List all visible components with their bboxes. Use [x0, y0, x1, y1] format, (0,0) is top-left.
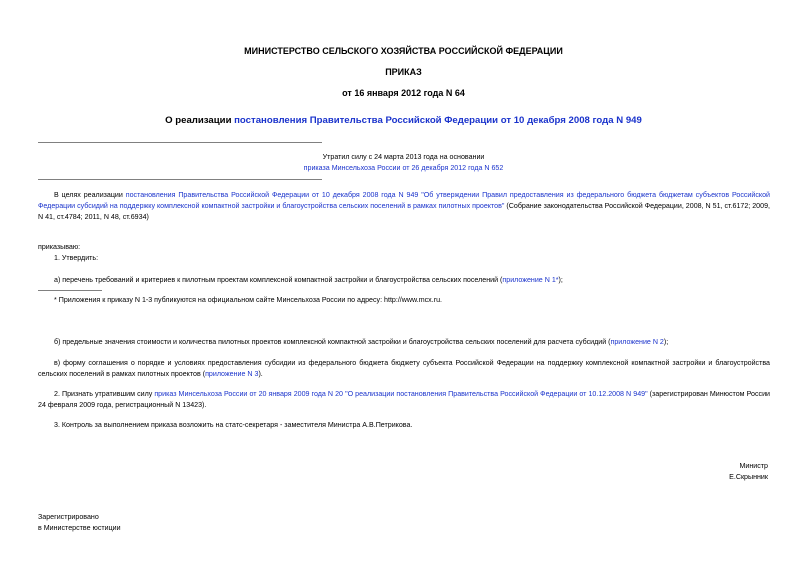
item-3: 3. Контроль за выполнением приказа возложить на статс-секретаря - заместителя Министра А.В.Петрикова. — [54, 421, 413, 429]
status-note-line: Утратил силу с 24 марта 2013 года на основании — [322, 153, 485, 161]
item-1: 1. Утвердить: — [54, 254, 99, 262]
preamble-start: В целях реализации — [54, 191, 126, 199]
item-1b-text: б) предельные значения стоимости и количества пилотных проектов комплексной компактной застройки и благоустройства сельских поселений для расчета субсидий ( — [54, 338, 611, 346]
footnote-divider — [38, 290, 102, 291]
signature-block — [729, 461, 768, 483]
title-resolution-link[interactable]: постановления Правительства Российской Федерации от 10 декабря 2008 года N 949 — [234, 115, 642, 126]
document-title — [0, 115, 807, 127]
registration-block — [38, 512, 121, 534]
order-word: приказываю: — [38, 243, 81, 251]
registration-line-1: Зарегистрировано — [38, 513, 99, 521]
status-note-link[interactable]: приказа Минсельхоза России от 26 декабря 2012 года N 652 — [303, 164, 504, 172]
item-1a-text: а) перечень требований и критериев к пилотным проектам комплексной компактной застройки и благоустройства сельских поселений ( — [54, 276, 503, 284]
appendix-3-link[interactable]: приложение N 3 — [205, 370, 259, 378]
divider-bottom — [38, 179, 322, 180]
signature-name: Е.Скрынник — [729, 473, 768, 481]
item-2 — [38, 389, 770, 411]
date-number-heading: от 16 января 2012 года N 64 — [342, 88, 465, 98]
preamble-resolution-link[interactable]: постановления Правительства Российской Федерации от 10 декабря 2008 года N 949 "Об утверждении Правил предоставления из федерального бюджета бюджетам субъектов Российской Федерации субсидий на поддержку комплексной компактной застройки и благоустройства сельских поселений в рамках пилотных проектов" — [38, 191, 770, 210]
item-1c-text: в) форму соглашения о порядке и условиях предоставления субсидии из федерального бюджета бюджету субъекта Российской Федерации на поддержку комплексной компактной застройки и благоустройства сельских поселений в рамках пилотных проектов ( — [38, 359, 770, 378]
title-prefix: О реализации — [165, 115, 235, 126]
item-2-end: (зарегистрирован Минюстом России 24 февраля 2009 года, регистрационный N 13423). — [38, 390, 770, 409]
divider-top — [38, 142, 322, 143]
appendix-1-link[interactable]: приложение N 1* — [502, 276, 559, 284]
item-1a — [38, 275, 770, 286]
registration-line-2: в Министерстве юстиции — [38, 524, 121, 532]
status-note — [0, 152, 807, 174]
item-2-text: 2. Признать утратившим силу — [54, 390, 155, 398]
item-1a-end: ); — [558, 276, 563, 284]
appendix-2-link[interactable]: приложение N 2 — [610, 338, 664, 346]
ministry-heading: МИНИСТЕРСТВО СЕЛЬСКОГО ХОЗЯЙСТВА РОССИЙСКОЙ ФЕДЕРАЦИИ — [244, 46, 563, 56]
preamble-end: (Собрание законодательства Российской Федерации, 2008, N 51, ст.6172; 2009, N 41, ст.4784; 2011, N 48, ст.6934) — [38, 202, 770, 221]
repealed-order-link[interactable]: приказ Минсельхоза России от 20 января 2009 года N 20 "О реализации постановления Правительства Российской Федерации от 10.12.2008 N 949" — [154, 390, 648, 398]
preamble-paragraph — [38, 190, 770, 223]
item-1b-end: ); — [663, 338, 669, 346]
signature-role: Министр — [739, 462, 768, 470]
item-1c-end: ). — [258, 370, 263, 378]
item-1b — [38, 337, 770, 348]
footnote: * Приложения к приказу N 1-3 публикуются на официальном сайте Минсельхоза России по адресу: http://www.mcx.ru. — [54, 296, 442, 304]
item-1c — [38, 358, 770, 380]
doc-type-heading: ПРИКАЗ — [385, 67, 422, 77]
